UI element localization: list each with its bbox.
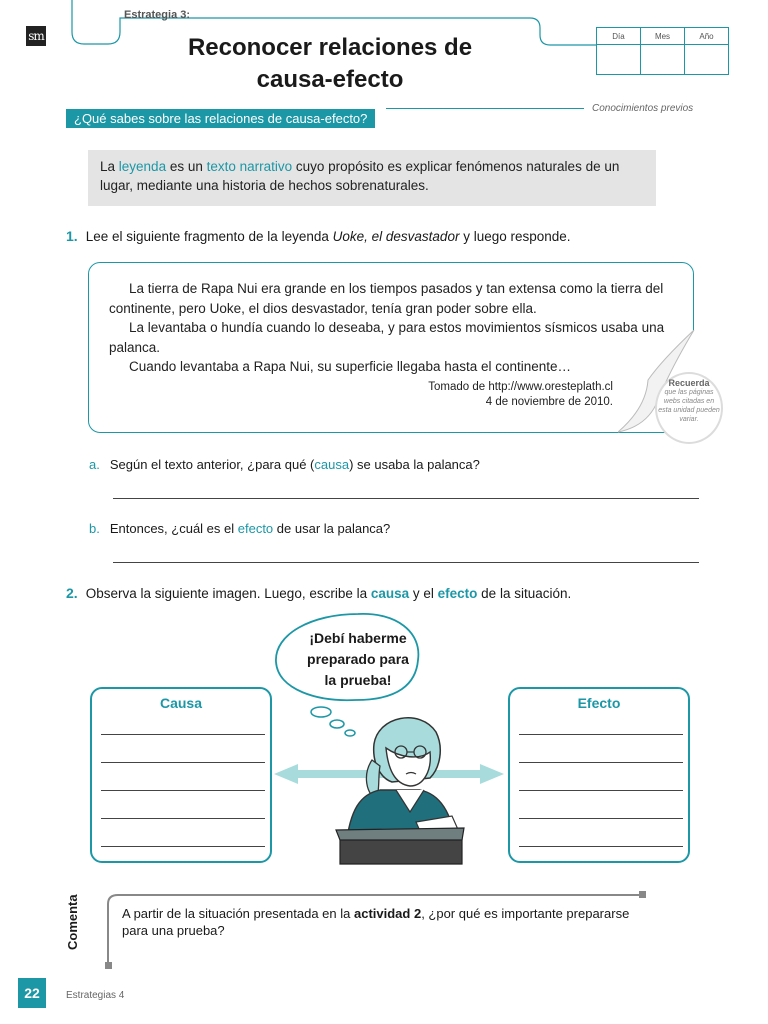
section-label: Conocimientos previos	[592, 103, 694, 114]
fragment-paragraph-3: Cuando levantaba a Rapa Nui, su superficie llegaba hasta el continente…	[129, 359, 572, 374]
fragment-paragraph-1: La tierra de Rapa Nui era grande en los tiempos pasados y tan extensa como la tierra del continente, pero Uoke, el dios desvastador, tenía gran poder sobre ella.	[109, 281, 664, 316]
bubble-line-1: ¡Debí haberme	[309, 630, 407, 646]
question-1b	[89, 521, 390, 536]
publisher-logo: sm	[26, 26, 46, 46]
q2-text-2: y el	[409, 586, 438, 601]
q1a-text-2: ) se usaba la palanca?	[349, 457, 480, 472]
cause-writing-line[interactable]	[101, 734, 265, 735]
def-text-2: es un	[166, 159, 207, 174]
q2-text-3: de la situación.	[477, 586, 572, 601]
page-number: 22	[18, 978, 46, 1008]
comment-prompt	[122, 905, 642, 939]
question-2	[66, 585, 571, 601]
definition-box	[88, 150, 656, 206]
effect-box	[508, 687, 690, 863]
answer-line-a[interactable]	[113, 498, 699, 499]
page-title	[140, 32, 520, 96]
keyword-efecto: efecto	[437, 586, 478, 601]
cause-box	[90, 687, 272, 863]
effect-writing-line[interactable]	[519, 762, 683, 763]
item-letter: b.	[89, 521, 100, 536]
cause-box-title: Causa	[159, 695, 203, 711]
keyword-causa: causa	[370, 586, 410, 601]
q1b-text-2: de usar la palanca?	[273, 521, 391, 536]
reminder-title: Recuerda	[668, 378, 710, 388]
source-citation	[369, 380, 613, 410]
cause-writing-line[interactable]	[101, 762, 265, 763]
date-month-field[interactable]	[641, 45, 685, 75]
bubble-line-3: la prueba!	[324, 672, 392, 688]
title-line-2: causa-efecto	[256, 66, 404, 93]
effect-writing-line[interactable]	[519, 790, 683, 791]
date-day-header: Día	[597, 28, 641, 45]
date-year-header: Año	[685, 28, 729, 45]
bubble-line-2: preparado para	[307, 651, 409, 667]
fragment-paragraph-2: La levantaba o hundía cuando lo deseaba, y para estos movimientos sísmicos usaba una palanca.	[109, 320, 665, 355]
q1b-text-1: Entonces, ¿cuál es el	[109, 521, 238, 536]
prior-knowledge-heading: ¿Qué sabes sobre las relaciones de causa-efecto?	[66, 109, 375, 128]
question-1a	[89, 457, 480, 472]
keyword-efecto: efecto	[237, 521, 274, 536]
def-text-1: La	[100, 159, 119, 174]
question-number: 1.	[66, 228, 78, 244]
divider	[386, 108, 584, 109]
legend-title: Uoke, el desvastador	[332, 229, 460, 244]
source-line-2: 4 de noviembre de 2010.	[485, 396, 613, 408]
reminder-body: que las páginas webs citadas en esta unidad pueden variar.	[658, 389, 720, 423]
answer-line-b[interactable]	[113, 562, 699, 563]
q1-text-2: y luego responde.	[459, 229, 571, 244]
cause-writing-line[interactable]	[101, 818, 265, 819]
date-month-header: Mes	[641, 28, 685, 45]
q1a-text-1: Según el texto anterior, ¿para qué (	[109, 457, 315, 472]
date-day-field[interactable]	[597, 45, 641, 75]
effect-writing-line[interactable]	[519, 818, 683, 819]
comment-activity-ref: actividad 2	[353, 906, 422, 921]
comment-text-2: , ¿por qué es importante prepararse para una prueba?	[122, 906, 630, 938]
effect-writing-line[interactable]	[519, 734, 683, 735]
q1-text-1: Lee el siguiente fragmento de la leyenda	[85, 229, 333, 244]
cause-writing-line[interactable]	[101, 846, 265, 847]
question-number: 2.	[66, 585, 78, 601]
effect-writing-line[interactable]	[519, 846, 683, 847]
date-table	[596, 27, 729, 75]
def-text-3: cuyo propósito es explicar fenómenos naturales de un lugar, mediante una historia de hechos sobrenaturales.	[100, 159, 620, 193]
book-title: Estrategias 4	[66, 990, 125, 1001]
strategy-label: Estrategia 3:	[124, 9, 191, 21]
item-letter: a.	[89, 457, 100, 472]
reading-fragment-box	[88, 262, 694, 433]
keyword-causa: causa	[314, 457, 350, 472]
source-line-1: Tomado de http://www.oresteplath.cl	[428, 381, 613, 393]
q2-text-1: Observa la siguiente imagen. Luego, escribe la	[85, 586, 371, 601]
effect-box-title: Efecto	[577, 695, 621, 711]
question-1	[66, 228, 571, 244]
date-year-field[interactable]	[685, 45, 729, 75]
keyword-texto-narrativo: texto narrativo	[206, 159, 293, 174]
title-line-1: Reconocer relaciones de	[187, 34, 473, 61]
speech-bubble-text	[296, 628, 420, 691]
keyword-leyenda: leyenda	[118, 159, 167, 174]
comment-label: Comenta	[65, 894, 80, 950]
cause-writing-line[interactable]	[101, 790, 265, 791]
reminder-note	[655, 372, 723, 444]
comment-text-1: A partir de la situación presentada en la	[122, 906, 354, 921]
